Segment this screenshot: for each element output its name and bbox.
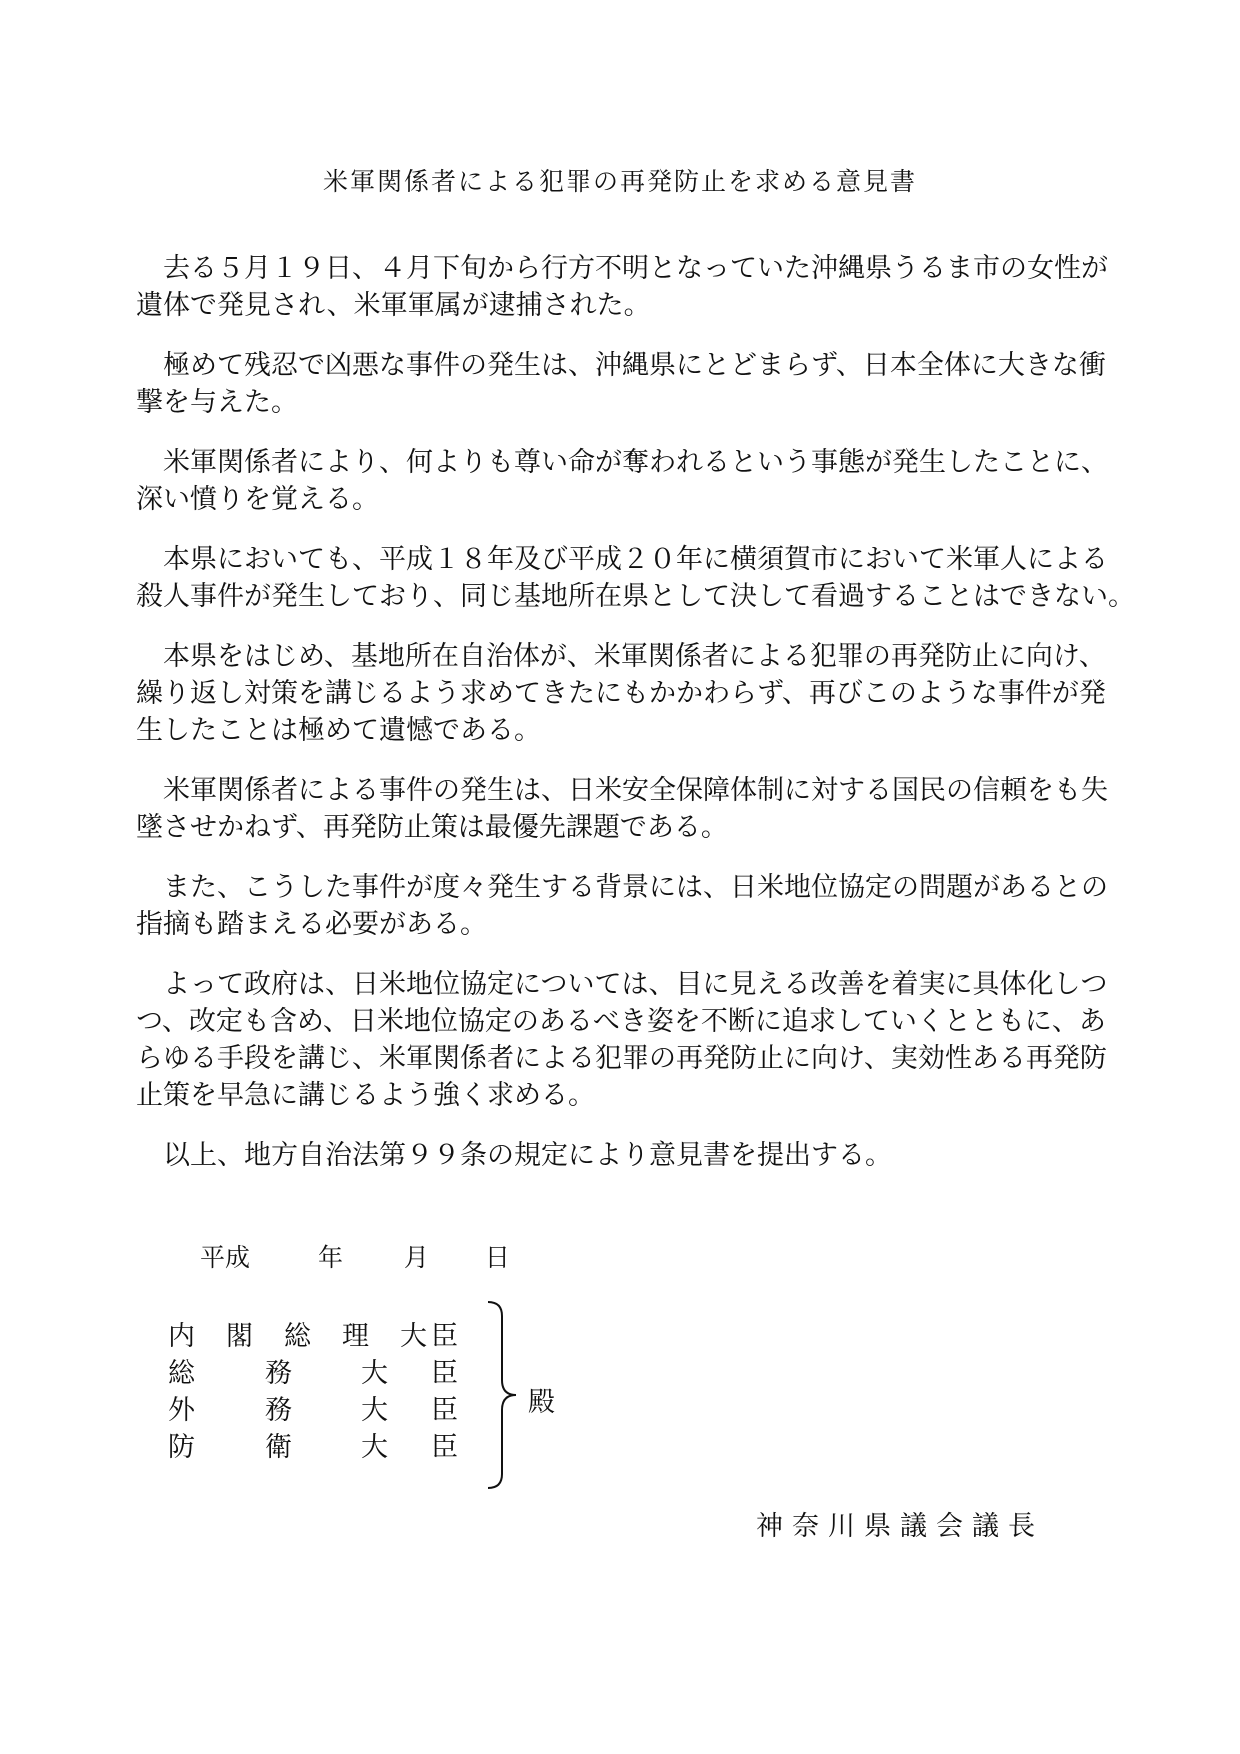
paragraph-line: 本県をはじめ、基地所在自治体が、米軍関係者による犯罪の再発防止に向け、 [136, 641, 1106, 672]
date-era: 平成 [200, 1243, 251, 1272]
paragraph-line: つ、改定も含め、日米地位協定のあるべき姿を不断に追求していくとともに、あ [136, 1006, 1106, 1037]
paragraph [136, 966, 1116, 1114]
addressee [168, 1355, 475, 1392]
date-day: 日 [484, 1243, 510, 1272]
addressee-char: 大 [361, 1358, 388, 1389]
paragraph-line: 深い憤りを覚える。 [136, 484, 379, 515]
paragraph [136, 869, 1116, 943]
addressee-list [168, 1318, 475, 1466]
paragraph [136, 250, 1116, 324]
paragraph-line: また、こうした事件が度々発生する背景には、日米地位協定の問題があるとの [136, 872, 1108, 903]
paragraph-line: 遺体で発見され、米軍軍属が逮捕された。 [136, 290, 651, 321]
paragraph-line: 米軍関係者による事件の発生は、日米安全保障体制に対する国民の信頼をも失 [136, 775, 1108, 806]
addressee [168, 1392, 475, 1429]
addressee-char: 理 [342, 1321, 369, 1352]
date-month: 月 [403, 1243, 429, 1272]
addressee-char: 大 [400, 1321, 427, 1352]
paragraph [136, 638, 1116, 749]
addressee-char: 衛 [265, 1432, 292, 1463]
addressee-char: 防 [168, 1432, 195, 1463]
paragraph-line: 繰り返し対策を講じるよう求めてきたにもかかわらず、再びこのような事件が発 [136, 678, 1106, 709]
addressee-char: 内 [168, 1321, 195, 1352]
paragraph-line: 本県においても、平成１８年及び平成２０年に横須賀市において米軍人による [136, 544, 1108, 575]
addressee-char: 総 [168, 1358, 195, 1389]
addressee [168, 1318, 475, 1355]
paragraph [136, 444, 1116, 518]
paragraph-line: 極めて残忍で凶悪な事件の発生は、沖縄県にとどまらず、日本全体に大きな衝 [136, 350, 1106, 381]
paragraph-line: 以上、地方自治法第９９条の規定により意見書を提出する。 [136, 1140, 892, 1171]
addressee-char: 大 [361, 1395, 388, 1426]
document-title: 米軍関係者による犯罪の再発防止を求める意見書 [322, 167, 917, 196]
addressee-char: 臣 [431, 1395, 458, 1426]
addressee-char: 大 [361, 1432, 388, 1463]
paragraph-line: 撃を与えた。 [136, 387, 298, 418]
paragraph [136, 347, 1116, 421]
addressee [168, 1429, 475, 1466]
addressee-char: 閣 [226, 1321, 253, 1352]
addressee-char: 総 [284, 1321, 311, 1352]
document-body [136, 250, 1135, 1174]
date-year: 年 [317, 1243, 343, 1272]
paragraph [136, 772, 1116, 846]
date-line [200, 1238, 510, 1274]
paragraph-line: 止策を早急に講じるよう強く求める。 [136, 1080, 595, 1111]
signatory: 神奈川県議会議長 [756, 1511, 1044, 1542]
paragraph-line: 殺人事件が発生しており、同じ基地所在県として決して看過することはできない。 [136, 581, 1135, 612]
paragraph-line: 去る５月１９日、４月下旬から行方不明となっていた沖縄県うるま市の女性が [136, 253, 1108, 284]
addressee-char: 務 [265, 1358, 292, 1389]
right-brace-icon [482, 1300, 522, 1490]
paragraph [136, 1137, 1116, 1174]
paragraph-line: 米軍関係者により、何よりも尊い命が奪われるという事態が発生したことに、 [136, 447, 1108, 478]
paragraph-line: 墜させかねず、再発防止策は最優先課題である。 [136, 812, 728, 843]
addressee-char: 臣 [431, 1358, 458, 1389]
paragraph-line: よって政府は、日米地位協定については、目に見える改善を着実に具体化しつ [136, 969, 1108, 1000]
paragraph-line: 指摘も踏まえる必要がある。 [136, 909, 487, 940]
addressee-char: 臣 [431, 1432, 458, 1463]
paragraph-line: らゆる手段を講じ、米軍関係者による犯罪の再発防止に向け、実効性ある再発防 [136, 1043, 1107, 1074]
addressee-char: 外 [168, 1395, 195, 1426]
paragraph-line: 生したことは極めて遺憾である。 [136, 715, 541, 746]
addressee-char: 務 [265, 1395, 292, 1426]
addressee-char: 臣 [431, 1321, 458, 1352]
honorific: 殿 [528, 1387, 555, 1418]
paragraph [136, 541, 1135, 615]
